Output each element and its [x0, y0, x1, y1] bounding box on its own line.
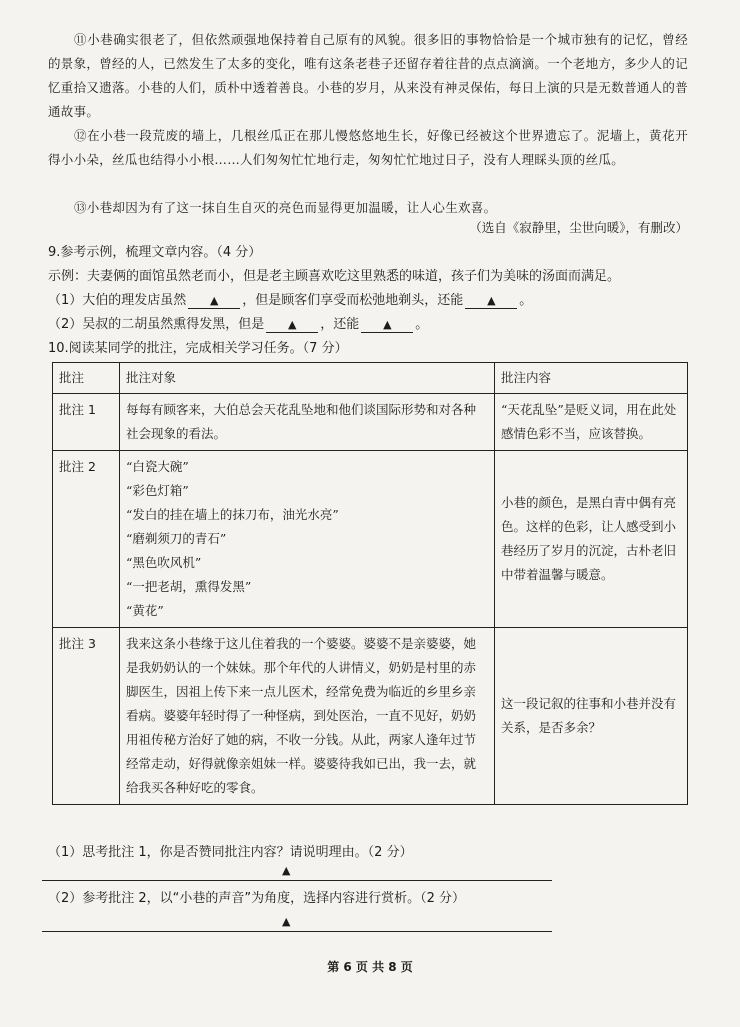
row-label: 批注 2 [53, 451, 120, 628]
quote-item: “磨剃须刀的青石” [126, 531, 227, 546]
annotation-table [52, 362, 688, 805]
row-object: 每每有顾客来，大伯总会天花乱坠地和他们谈国际形势和对各种社会现象的看法。 [120, 394, 495, 451]
row-object: 我来这条小巷缘于这儿住着我的一个婆婆。婆婆不是亲婆婆，她是我奶奶认的一个妹妹。那个年代的人讲情义，奶奶是村里的赤脚医生，因祖上传下来一点儿医术，经常免费为临近的乡里乡亲看病。婆婆年轻时得了一种怪病，到处医治，一直不见好，奶奶用祖传秘方治好了她的病，不收一分钱。从此，两家人逢年过节经常走动，好得就像亲姐妹一样。婆婆待我如已出，我一去，就给我买各种好吃的零食。 [120, 628, 495, 805]
row-label: 批注 1 [53, 394, 120, 451]
triangle-icon: ▲ [487, 294, 496, 307]
paragraph-11: ⑪小巷确实很老了，但依然顽强地保持着自己原有的风貌。很多旧的事物恰恰是一个城市独有的记忆，曾经的景象，曾经的人，已然发生了太多的变化，唯有这条老巷子还留存着往昔的点点滴滴。一个老地方，多少人的记忆重拾又遗落。小巷的人们，质朴中透着善良。小巷的岁月，从来没有神灵保佑，每日上演的只是无数普通人的普通故事。 [48, 32, 689, 119]
triangle-icon: ▲ [210, 294, 219, 307]
question-9-item-2 [48, 314, 428, 336]
header-object: 批注对象 [120, 363, 495, 394]
quote-item: “发白的挂在墙上的抹刀布，油光水亮” [126, 507, 339, 522]
triangle-icon: ▲ [288, 318, 297, 331]
q9-s1-part-b: ，但是顾客们享受而松弛地剃头，还能 [242, 293, 464, 308]
question-10-title: 10.阅读某同学的批注，完成相关学习任务。（7 分） [48, 341, 348, 356]
row-label: 批注 3 [53, 628, 120, 805]
paragraph-13: ⑬小巷却因为有了这一抹自生自灭的亮色而显得更加温暖，让人心生欢喜。 [74, 200, 497, 215]
task-1-prompt: （1）思考批注 1，你是否赞同批注内容？请说明理由。（2 分） [48, 845, 413, 860]
quote-item: “黄花” [126, 603, 164, 618]
answer-blank[interactable] [188, 294, 240, 309]
quote-item: “彩色灯箱” [126, 483, 189, 498]
table-row [53, 451, 688, 628]
quote-item: “一把老胡，熏得发黑” [126, 579, 252, 594]
q9-s2-part-b: ，还能 [320, 317, 360, 332]
q9-s2-part-a: （2）吴叔的二胡虽然熏得发黑，但是 [48, 317, 265, 332]
table-header-row [53, 363, 688, 394]
answer-line-2[interactable] [42, 931, 552, 932]
triangle-icon: ▲ [383, 318, 392, 331]
source-citation: （选自《寂静里，尘世向暖》，有删改） [469, 220, 688, 235]
answer-line-1[interactable] [42, 880, 552, 881]
triangle-icon: ▲ [282, 915, 291, 928]
quote-item: “白瓷大碗” [126, 459, 189, 474]
answer-blank[interactable] [266, 318, 318, 333]
triangle-icon: ▲ [282, 864, 291, 877]
header-annotation: 批注 [53, 363, 120, 394]
question-9-example: 示例：夫妻俩的面馆虽然老而小，但是老主顾喜欢吃这里熟悉的味道，孩子们为美味的汤面而满足。 [48, 269, 621, 284]
quote-item: “黑色吹风机” [126, 555, 202, 570]
table-row [53, 394, 688, 451]
page-footer: 第 6 页 共 8 页 [327, 960, 413, 974]
header-content: 批注内容 [495, 363, 688, 394]
answer-blank[interactable] [361, 318, 413, 333]
table-row [53, 628, 688, 805]
question-9-title: 9.参考示例，梳理文章内容。（4 分） [48, 245, 262, 260]
q9-s1-part-a: （1）大伯的理发店虽然 [48, 293, 187, 308]
task-2-prompt: （2）参考批注 2，以“小巷的声音”为角度，选择内容进行赏析。（2 分） [48, 891, 466, 906]
row-comment: “天花乱坠”是贬义词，用在此处感情色彩不当，应该替换。 [495, 394, 688, 451]
paragraph-12: ⑫在小巷一段荒废的墙上，几根丝瓜正在那儿慢悠悠地生长，好像已经被这个世界遗忘了。泥墙上，黄花开得小小朵，丝瓜也结得小小根……人们匆匆忙忙地行走，匆匆忙忙地过日子，没有人理睬头顶的丝瓜。 [48, 128, 688, 167]
q9-s1-part-c: 。 [519, 293, 533, 308]
question-9-item-1 [48, 290, 532, 312]
q9-s2-part-c: 。 [415, 317, 429, 332]
row-object-quotes [120, 451, 495, 628]
row-comment: 小巷的颜色，是黑白青中偶有亮色。这样的色彩，让人感受到小巷经历了岁月的沉淀，古朴老旧中带着温馨与暖意。 [495, 451, 688, 628]
row-comment: 这一段记叙的往事和小巷并没有关系，是否多余？ [495, 628, 688, 805]
answer-blank[interactable] [465, 294, 517, 309]
